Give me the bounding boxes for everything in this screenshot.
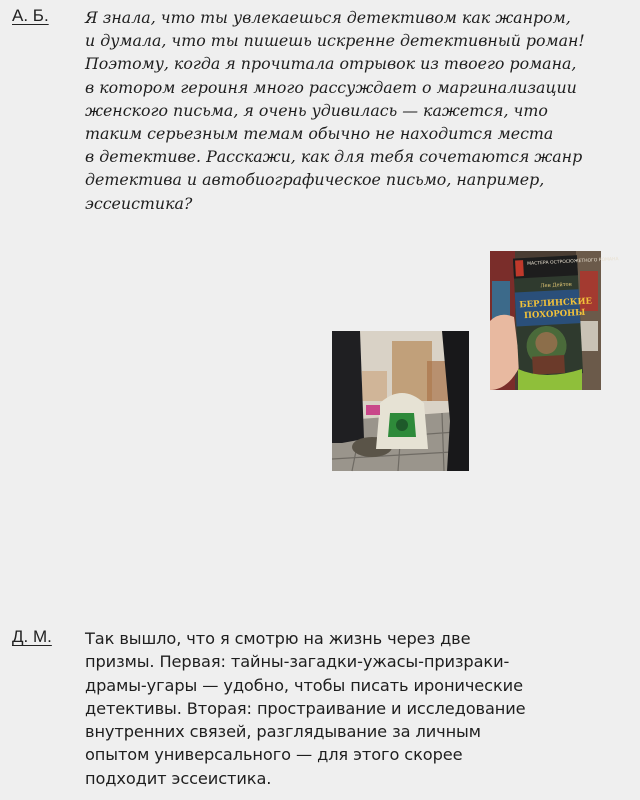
- book-photo-illustration: [490, 251, 619, 390]
- question-line: женского письма, я очень удивилась — кажется, что: [85, 100, 548, 120]
- book-title-line1: БЕРЛИНСКИЕ: [519, 296, 593, 311]
- question-text: [85, 6, 633, 215]
- question-line: детектива и автобиографическое письмо, например,: [85, 170, 545, 190]
- answer-line: Так вышло, что я смотрю на жизнь через две: [85, 629, 471, 648]
- book-series-label: МАСТЕРА ОСТРОСЮЖЕТНОГО РОМАНА: [527, 257, 619, 267]
- answer-line: призмы. Первая: тайны-загадки-ужасы-призраки-: [85, 652, 510, 672]
- answer-line: драмы-угары — удобно, чтобы писать иронические: [85, 675, 523, 695]
- answer-line: подходит эссеистика.: [85, 768, 272, 788]
- question-line: в котором героиня много рассуждает о маргинализации: [85, 77, 577, 97]
- book-title-line2: ПОХОРОНЫ: [523, 307, 586, 322]
- question-line: и думала, что ты пишешь искренне детективный роман!: [85, 31, 585, 51]
- question-line: в детективе. Расскажи, как для тебя сочетаются жанр: [85, 147, 583, 167]
- bag-photo: [332, 331, 469, 471]
- question-line: таким серьезным темам обычно не находится места: [85, 124, 554, 144]
- answer-line: опытом универсального — для этого скорее: [85, 745, 463, 765]
- bag-photo-illustration: [332, 331, 469, 471]
- question-speaker: А. Б.: [12, 6, 49, 25]
- book-photo: [490, 251, 619, 390]
- answer-line: детективы. Вторая: простраивание и исследование: [85, 698, 526, 718]
- answer-speaker: Д. М.: [12, 627, 52, 646]
- question-line: Поэтому, когда я прочитала отрывок из твоего романа,: [85, 54, 577, 74]
- answer-text: [85, 627, 625, 790]
- question-line: эссеистика?: [85, 193, 193, 213]
- answer-line: внутренних связей, разглядывание за личным: [85, 722, 481, 742]
- question-line: Я знала, что ты увлекаешься детективом как жанром,: [85, 8, 571, 27]
- book-author-label: Лен Дейтон: [540, 281, 573, 290]
